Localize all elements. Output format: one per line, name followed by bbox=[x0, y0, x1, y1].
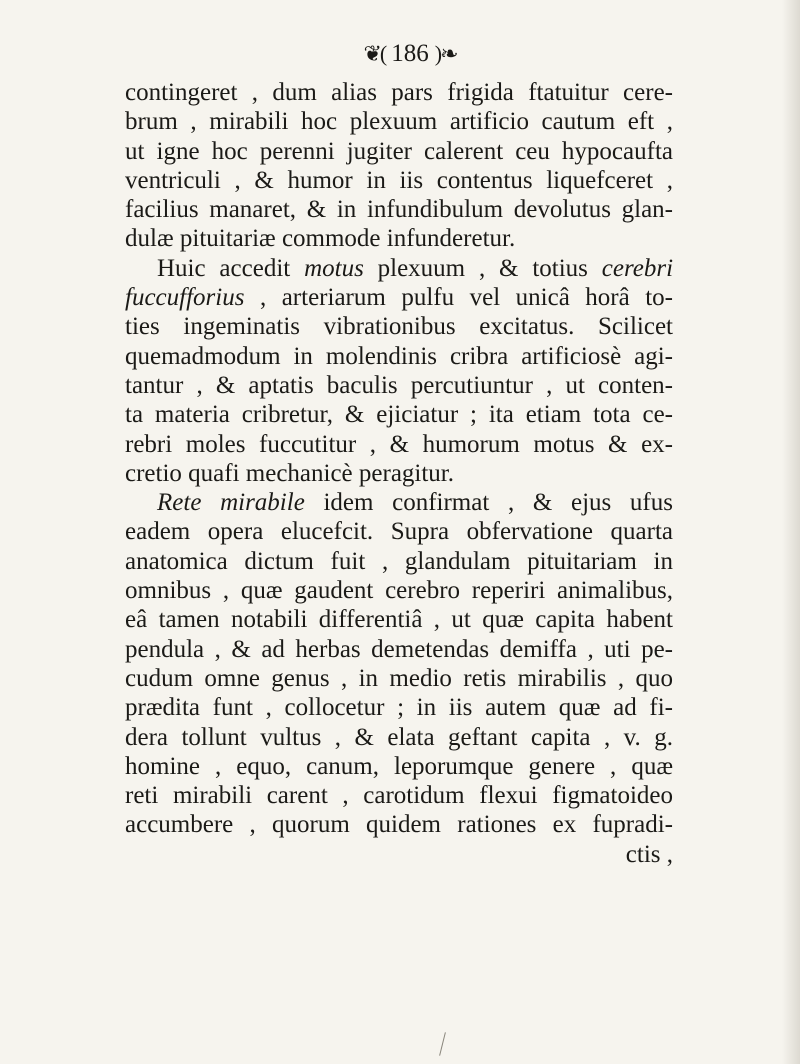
body-text bbox=[125, 78, 673, 869]
text-line: ut igne hoc perenni jugiter calerent ceu hypocaufta bbox=[125, 137, 673, 165]
text-line: accumbere , quorum quidem rationes ex fupradi- bbox=[125, 811, 673, 839]
text-line: cudum omne genus , in medio retis mirabilis , quo bbox=[125, 664, 673, 692]
text-line: prædita funt , collocetur ; in iis autem quæ ad fi- bbox=[125, 694, 673, 722]
text-line: ties ingeminatis vibrationibus excitatus. Scilicet bbox=[125, 313, 673, 341]
text-run: idem confirmat , & ejus ufus bbox=[304, 489, 673, 517]
text-line: pendula , & ad herbas demetendas demiffa , uti pe- bbox=[125, 635, 673, 663]
text-line: tantur , & aptatis baculis percutiuntur , ut conten- bbox=[125, 371, 673, 399]
text-line: homine , equo, canum, leporumque genere , quæ bbox=[125, 752, 673, 780]
page-number: 186 bbox=[391, 40, 429, 67]
text-line: ta materia cribretur, & ejiciatur ; ita etiam tota ce- bbox=[125, 401, 673, 429]
text-line: dera tollunt vultus , & elata geftant capita , v. g. bbox=[125, 723, 673, 751]
text-line: eadem opera elucefcit. Supra obfervatione quarta bbox=[125, 518, 673, 546]
text-line: brum , mirabili hoc plexuum artificio cautum eft , bbox=[125, 108, 673, 136]
paragraph-start-line bbox=[125, 488, 673, 517]
text-run: plexuum , & totius bbox=[363, 254, 602, 282]
text-line: contingeret , dum alias pars frigida ftatuitur cere- bbox=[125, 79, 673, 106]
text-line: quemadmodum in molendinis cribra artificiosè agi- bbox=[125, 342, 673, 370]
italic-term: cerebri bbox=[601, 254, 674, 282]
text-line: dulæ pituitariæ commode infunderetur. bbox=[125, 225, 516, 253]
text-run: , arteriarum pulfu vel unicâ horâ to- bbox=[244, 284, 673, 312]
page-edge-shadow bbox=[782, 0, 800, 1064]
text-run: Huic accedit bbox=[157, 254, 305, 282]
text-line: anatomica dictum fuit , glandulam pituitariam in bbox=[125, 547, 673, 575]
italic-term: motus bbox=[304, 254, 364, 282]
ornament-right: )❧ bbox=[434, 41, 457, 66]
italic-term: fuccufforius bbox=[125, 284, 245, 312]
text-line: ventriculi , & humor in iis contentus liquefceret , bbox=[125, 166, 673, 194]
text-line: omnibus , quæ gaudent cerebro reperiri animalibus, bbox=[125, 577, 673, 605]
text-line: rebri moles fuccutitur , & humorum motus & ex- bbox=[125, 430, 673, 458]
text-line: cretio quafi mechanicè peragitur. bbox=[125, 459, 455, 487]
italic-term: Rete mirabile bbox=[157, 489, 305, 517]
stray-pen-mark bbox=[439, 1032, 446, 1056]
text-line bbox=[125, 283, 673, 312]
ornament-left: ❦( bbox=[363, 41, 386, 66]
page-header bbox=[300, 34, 520, 74]
text-line: reti mirabili carent , carotidum flexui figmatoideo bbox=[125, 782, 673, 810]
catchword: ctis , bbox=[625, 840, 673, 868]
paragraph-start-line bbox=[125, 254, 673, 283]
text-line: eâ tamen notabili differentiâ , ut quæ capita habent bbox=[125, 606, 673, 634]
text-line: facilius manaret, & in infundibulum devolutus glan- bbox=[125, 196, 673, 224]
